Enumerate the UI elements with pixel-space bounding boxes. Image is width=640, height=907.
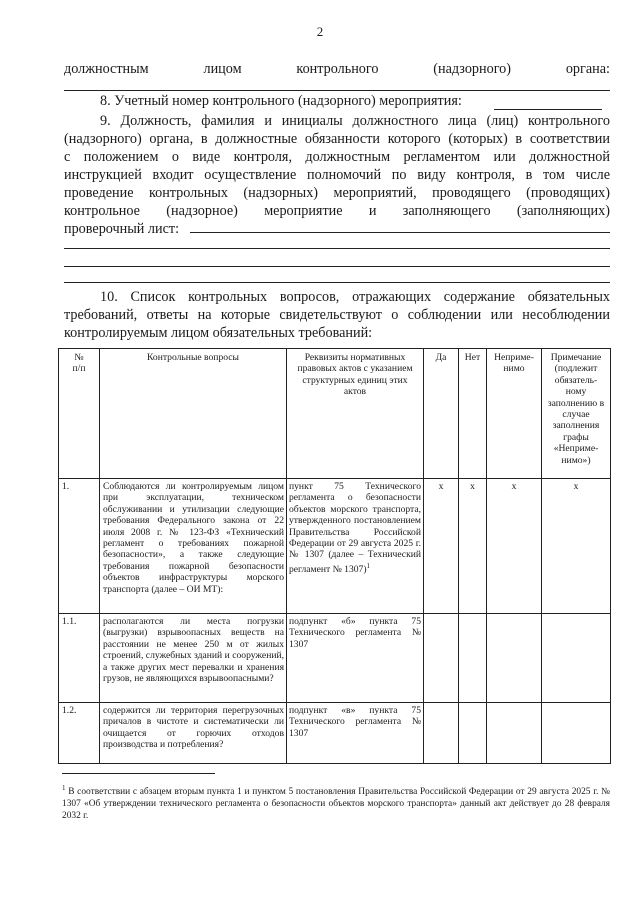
official-word-3: контрольного <box>296 61 379 77</box>
table-row-divider <box>58 702 611 703</box>
official-fill-line[interactable] <box>64 90 610 91</box>
item-9-fill-line-3[interactable] <box>64 266 610 267</box>
item-8 <box>100 92 462 110</box>
item-8-label: 8. Учетный номер контрольного (надзорного) мероприятия: <box>100 93 462 109</box>
header-questions: Контрольные вопросы <box>147 352 239 363</box>
header-note: Примечание (подлежит обязатель- ному заполнению в случае заполнения графы «Неприме- нимо») <box>547 352 605 466</box>
item-9-line-2: (надзорного) органа, в должностные обязанности которого (которых) в соответствии <box>64 131 610 147</box>
row-1-question: Соблюдаются ли контролируемым лицом при эксплуатации, техническом обслуживании и утилизации следующие требования Федерального закона от 22 июля 2008 г. № 123-ФЗ «Технический регламент о требованиях пожарной безопасности», а также следующие требования пожарной безопасности объектов инфраструктуры морского транспорта (далее – ОИ МТ): <box>103 481 284 595</box>
item-9 <box>64 112 610 238</box>
official-word-4: (надзорного) <box>433 61 511 77</box>
item-9-line-7 <box>64 220 610 238</box>
row-1-requisite-text: пункт 75 Технического регламента о безопасности объектов морского транспорта, утвержденного постановлением Правительства Российской Федерации от 29 августа 2025 г. № 1307 (далее – Технический регламент № 1307) <box>289 481 421 576</box>
row-1-2-yes[interactable] <box>424 705 458 763</box>
item-9-line-1: 9. Должность, фамилия и инициалы должностного лица (лиц) контрольного <box>100 113 610 129</box>
footnote-mark: 1 <box>62 784 66 792</box>
row-1-1-question: располагаются ли места погрузки (выгрузки) взрывоопасных веществ на расстоянии не менее 250 м от жилых строений, служебных зданий и сооружений, а также других мест перевалки и хранения грузов, не являющихся взрывоопасными? <box>103 616 284 685</box>
header-requisites: Реквизиты нормативных правовых актов с указанием структурных единиц этих актов <box>297 352 413 398</box>
item-9-line-6-word: контрольное <box>64 203 140 219</box>
item-9-line-3: с положением о виде контроля, должностным регламентом или должностной <box>64 149 610 165</box>
item-9-fill-line-4[interactable] <box>64 282 610 283</box>
official-word-5: органа: <box>565 61 610 77</box>
table-border-right <box>610 348 611 764</box>
table-border-top <box>58 348 611 349</box>
item-10-line-1: 10. Список контрольных вопросов, отражающих содержание обязательных <box>100 289 610 305</box>
item-9-line-6-word: мероприятие <box>264 203 343 219</box>
table-border-left <box>58 348 59 764</box>
header-num: № п/п <box>72 352 86 375</box>
item-8-fill-line[interactable] <box>494 109 602 110</box>
row-1-requisite <box>289 481 421 612</box>
row-1-1-note[interactable] <box>542 616 610 702</box>
official-line <box>64 60 610 78</box>
row-1-2-requisite: подпункт «в» пункта 75 Технического регламента № 1307 <box>289 705 421 739</box>
item-9-line-6-word: (надзорное) <box>166 203 238 219</box>
header-not-applicable: Неприме- нимо <box>494 352 534 375</box>
item-10-line-3: контролируемым лицом обязательных требований: <box>64 325 373 341</box>
footnote <box>62 782 610 822</box>
item-9-fill-line-1[interactable] <box>190 232 610 233</box>
item-9-line-6-word: и <box>368 203 377 219</box>
official-word-1: должностным <box>64 61 149 77</box>
row-1-2-num: 1.2. <box>62 705 77 716</box>
row-1-1-not-applicable[interactable] <box>487 616 541 702</box>
row-1-1-no[interactable] <box>459 616 486 702</box>
item-9-line-5: проведение контрольных (надзорных) мероприятий, проводящего (проводящих) <box>64 185 610 201</box>
table-col-divider <box>286 348 287 764</box>
header-no: Нет <box>464 352 481 363</box>
row-1-note[interactable]: x <box>573 481 579 492</box>
item-9-fill-line-2[interactable] <box>64 248 610 249</box>
row-1-2-no[interactable] <box>459 705 486 763</box>
item-9-line-6-word: (заполняющих) <box>516 203 610 219</box>
row-1-2-not-applicable[interactable] <box>487 705 541 763</box>
item-10 <box>64 288 610 342</box>
row-1-not-applicable[interactable]: x <box>511 481 517 492</box>
table-col-divider <box>99 348 100 764</box>
item-9-checklist-label: проверочный лист: <box>64 221 180 237</box>
row-1-2-note[interactable] <box>542 705 610 763</box>
row-1-num: 1. <box>62 481 70 492</box>
item-9-line-4: инструкцией входит осуществление полномочий по виду контроля, в том числе <box>64 167 610 183</box>
page-number: 2 <box>316 24 324 39</box>
table-header-bottom <box>58 478 611 479</box>
footnote-ref[interactable]: 1 <box>366 561 371 570</box>
item-10-line-2: требований, ответы на которые свидетельствуют о соблюдении или несоблюдении <box>64 307 610 323</box>
row-1-1-requisite: подпункт «б» пункта 75 Технического регламента № 1307 <box>289 616 421 650</box>
row-1-yes[interactable]: x <box>438 481 444 492</box>
table-row-divider <box>58 613 611 614</box>
header-yes: Да <box>435 352 447 363</box>
footnote-separator <box>62 773 215 774</box>
item-9-line-6 <box>64 202 610 220</box>
row-1-2-question: содержится ли территория перегрузочных причалов в чистоте и систематически ли очищается от горючих отходов производства и потребления? <box>103 705 284 751</box>
row-1-1-num: 1.1. <box>62 616 77 627</box>
item-9-line-6-word: заполняющего <box>402 203 491 219</box>
official-word-2: лицом <box>203 61 242 77</box>
row-1-1-yes[interactable] <box>424 616 458 702</box>
footnote-text: В соответствии с абзацем вторым пункта 1 и пунктом 5 постановления Правительства Российской Федерации от 29 августа 2025 г. № 1307 «Об утверждении технического регламента о безопасности объектов морского транспорта» данный акт действует до 28 февраля 2032 г. <box>62 787 611 822</box>
row-1-no[interactable]: x <box>470 481 475 492</box>
table-border-bottom <box>58 763 611 764</box>
